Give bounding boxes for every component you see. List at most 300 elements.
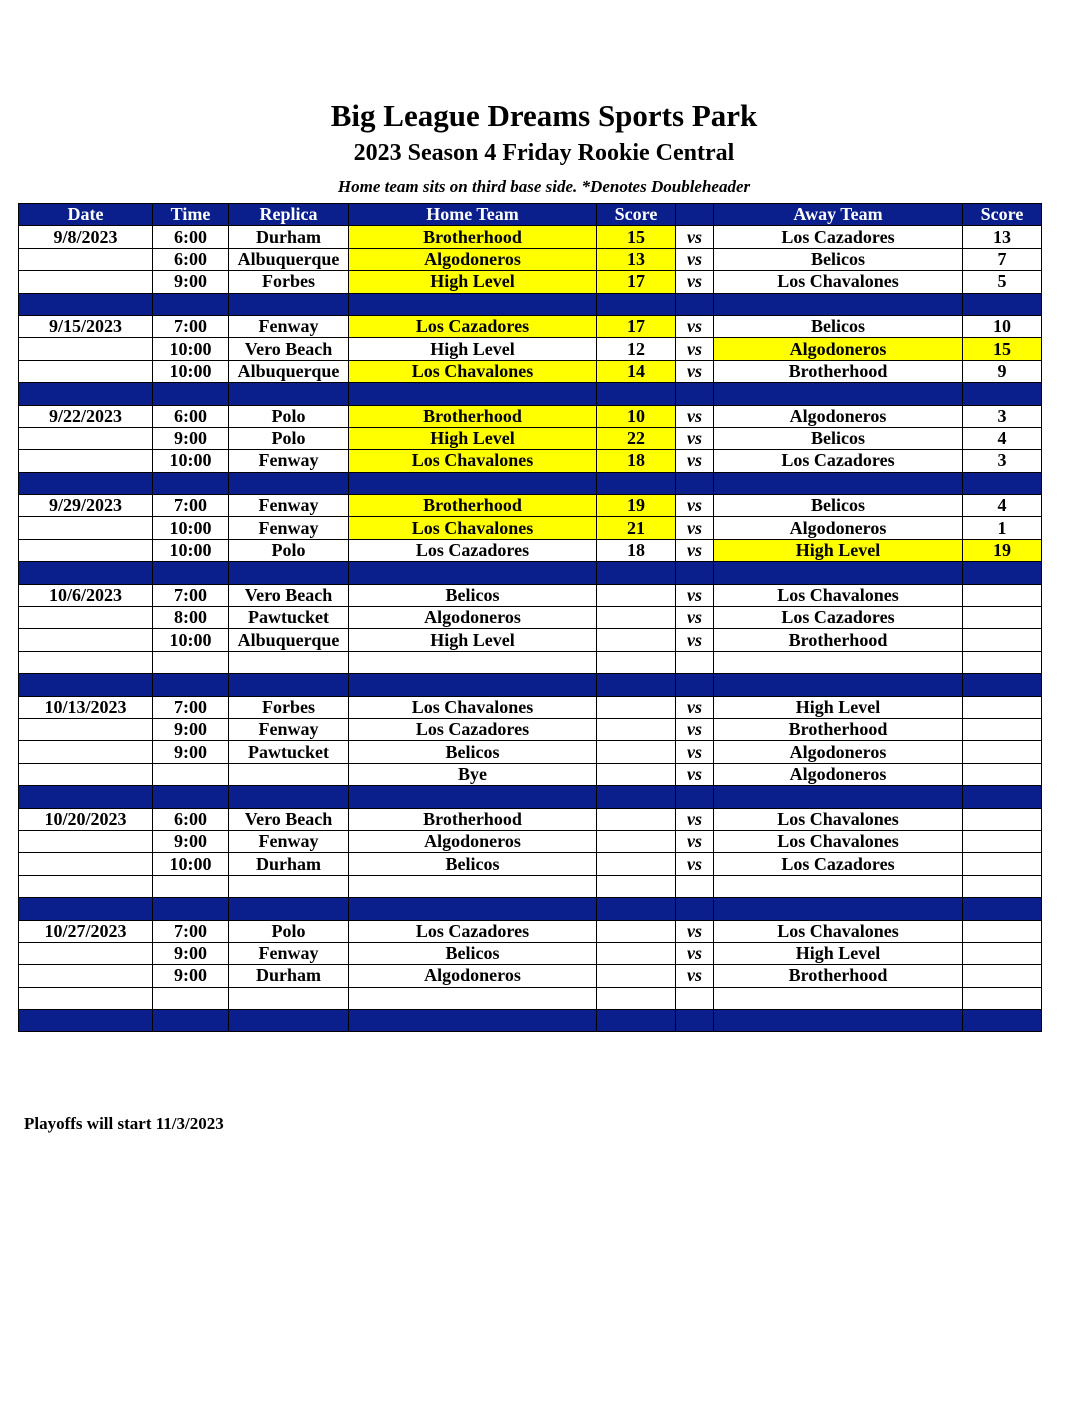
home-team: Los Cazadores	[349, 920, 597, 942]
home-score: 19	[597, 495, 676, 517]
separator-cell	[963, 472, 1042, 494]
week-separator-row	[19, 472, 1042, 494]
replica-field: Fenway	[229, 830, 349, 852]
vs-label: vs	[676, 539, 714, 561]
replica-field: Albuquerque	[229, 360, 349, 382]
game-time: 9:00	[153, 427, 229, 449]
separator-cell	[676, 383, 714, 405]
separator-cell	[19, 1010, 153, 1032]
blank-cell	[349, 651, 597, 673]
game-time: 8:00	[153, 607, 229, 629]
separator-cell	[597, 1010, 676, 1032]
separator-cell	[349, 898, 597, 920]
replica-field: Durham	[229, 853, 349, 875]
game-row	[19, 942, 1042, 964]
week-separator-row	[19, 293, 1042, 315]
home-team: Los Cazadores	[349, 718, 597, 740]
game-time: 6:00	[153, 808, 229, 830]
away-score	[963, 763, 1042, 785]
game-date	[19, 607, 153, 629]
game-time: 9:00	[153, 830, 229, 852]
away-score	[963, 741, 1042, 763]
away-team: Los Chavalones	[714, 808, 963, 830]
col-header-date: Date	[19, 204, 153, 226]
away-score: 3	[963, 405, 1042, 427]
game-date: 9/29/2023	[19, 495, 153, 517]
game-date: 10/6/2023	[19, 584, 153, 606]
vs-label: vs	[676, 763, 714, 785]
separator-cell	[597, 472, 676, 494]
away-team: Los Cazadores	[714, 450, 963, 472]
game-date	[19, 942, 153, 964]
away-team: Algodoneros	[714, 405, 963, 427]
home-team: High Level	[349, 271, 597, 293]
game-date: 10/27/2023	[19, 920, 153, 942]
game-time: 10:00	[153, 539, 229, 561]
separator-cell	[676, 472, 714, 494]
game-time: 10:00	[153, 853, 229, 875]
blank-row	[19, 651, 1042, 673]
blank-cell	[963, 987, 1042, 1009]
game-date	[19, 517, 153, 539]
home-team: Brotherhood	[349, 495, 597, 517]
away-team: Algodoneros	[714, 741, 963, 763]
col-header-time: Time	[153, 204, 229, 226]
home-team: Belicos	[349, 741, 597, 763]
home-team: High Level	[349, 629, 597, 651]
home-team: Los Cazadores	[349, 315, 597, 337]
separator-cell	[153, 1010, 229, 1032]
schedule-table	[18, 203, 1042, 1032]
blank-cell	[676, 875, 714, 897]
away-score	[963, 808, 1042, 830]
away-score	[963, 607, 1042, 629]
game-date	[19, 629, 153, 651]
game-date	[19, 427, 153, 449]
game-row	[19, 495, 1042, 517]
separator-cell	[676, 293, 714, 315]
game-time: 10:00	[153, 629, 229, 651]
separator-cell	[349, 1010, 597, 1032]
replica-field: Albuquerque	[229, 629, 349, 651]
separator-cell	[229, 674, 349, 696]
separator-cell	[349, 293, 597, 315]
col-header-away-score: Score	[963, 204, 1042, 226]
separator-cell	[349, 674, 597, 696]
home-score	[597, 718, 676, 740]
separator-cell	[597, 786, 676, 808]
home-score	[597, 584, 676, 606]
home-team: Los Chavalones	[349, 360, 597, 382]
schedule-note: Home team sits on third base side. *Denotes Doubleheader	[337, 177, 751, 196]
replica-field: Fenway	[229, 315, 349, 337]
schedule-body	[19, 226, 1042, 1032]
separator-cell	[714, 562, 963, 584]
away-team: Brotherhood	[714, 965, 963, 987]
col-header-away-team: Away Team	[714, 204, 963, 226]
away-team: Los Cazadores	[714, 607, 963, 629]
away-score: 3	[963, 450, 1042, 472]
separator-cell	[229, 562, 349, 584]
replica-field: Fenway	[229, 942, 349, 964]
home-score: 22	[597, 427, 676, 449]
separator-cell	[676, 562, 714, 584]
away-score: 5	[963, 271, 1042, 293]
separator-cell	[19, 472, 153, 494]
game-row	[19, 629, 1042, 651]
game-row	[19, 741, 1042, 763]
vs-label: vs	[676, 427, 714, 449]
vs-label: vs	[676, 607, 714, 629]
away-score	[963, 584, 1042, 606]
replica-field: Fenway	[229, 718, 349, 740]
home-team: Algodoneros	[349, 830, 597, 852]
away-score	[963, 965, 1042, 987]
home-score: 15	[597, 226, 676, 248]
game-date	[19, 450, 153, 472]
home-team: Brotherhood	[349, 405, 597, 427]
game-time: 7:00	[153, 696, 229, 718]
separator-cell	[676, 898, 714, 920]
away-team: Belicos	[714, 248, 963, 270]
game-row	[19, 607, 1042, 629]
separator-cell	[229, 293, 349, 315]
vs-label: vs	[676, 942, 714, 964]
separator-cell	[19, 898, 153, 920]
col-header-home-score: Score	[597, 204, 676, 226]
week-separator-row	[19, 562, 1042, 584]
separator-cell	[19, 293, 153, 315]
replica-field: Vero Beach	[229, 584, 349, 606]
blank-cell	[963, 651, 1042, 673]
vs-label: vs	[676, 315, 714, 337]
home-score	[597, 629, 676, 651]
home-score: 18	[597, 539, 676, 561]
separator-cell	[963, 674, 1042, 696]
away-team: Los Cazadores	[714, 226, 963, 248]
replica-field: Polo	[229, 539, 349, 561]
separator-cell	[714, 898, 963, 920]
separator-cell	[153, 383, 229, 405]
header-row	[19, 204, 1042, 226]
away-score	[963, 853, 1042, 875]
away-team: Los Cazadores	[714, 853, 963, 875]
game-time: 9:00	[153, 942, 229, 964]
away-score: 10	[963, 315, 1042, 337]
home-team: High Level	[349, 427, 597, 449]
separator-cell	[597, 674, 676, 696]
home-team: Belicos	[349, 853, 597, 875]
away-score: 4	[963, 495, 1042, 517]
game-row	[19, 584, 1042, 606]
home-team: Belicos	[349, 584, 597, 606]
home-score	[597, 853, 676, 875]
vs-label: vs	[676, 450, 714, 472]
week-separator-row	[19, 674, 1042, 696]
game-row	[19, 360, 1042, 382]
blank-cell	[153, 875, 229, 897]
replica-field: Polo	[229, 427, 349, 449]
home-score	[597, 763, 676, 785]
separator-cell	[714, 293, 963, 315]
home-team: Los Chavalones	[349, 450, 597, 472]
vs-label: vs	[676, 965, 714, 987]
week-separator-row	[19, 383, 1042, 405]
separator-cell	[597, 562, 676, 584]
vs-label: vs	[676, 271, 714, 293]
separator-cell	[229, 786, 349, 808]
replica-field: Albuquerque	[229, 248, 349, 270]
separator-cell	[19, 786, 153, 808]
vs-label: vs	[676, 405, 714, 427]
game-row	[19, 920, 1042, 942]
away-team: Los Chavalones	[714, 920, 963, 942]
separator-cell	[229, 383, 349, 405]
game-time: 9:00	[153, 741, 229, 763]
away-team: Los Chavalones	[714, 271, 963, 293]
separator-cell	[597, 383, 676, 405]
week-separator-row	[19, 898, 1042, 920]
blank-cell	[229, 651, 349, 673]
replica-field: Vero Beach	[229, 338, 349, 360]
separator-cell	[963, 898, 1042, 920]
vs-label: vs	[676, 718, 714, 740]
home-score: 10	[597, 405, 676, 427]
game-row	[19, 763, 1042, 785]
game-row	[19, 405, 1042, 427]
home-score	[597, 607, 676, 629]
separator-cell	[714, 674, 963, 696]
replica-field	[229, 763, 349, 785]
vs-label: vs	[676, 338, 714, 360]
blank-cell	[229, 875, 349, 897]
game-date	[19, 539, 153, 561]
separator-cell	[963, 1010, 1042, 1032]
away-score	[963, 830, 1042, 852]
game-time: 9:00	[153, 965, 229, 987]
separator-cell	[714, 472, 963, 494]
separator-cell	[714, 786, 963, 808]
away-score	[963, 718, 1042, 740]
away-team: Algodoneros	[714, 517, 963, 539]
vs-label: vs	[676, 920, 714, 942]
away-score	[963, 696, 1042, 718]
away-score	[963, 920, 1042, 942]
separator-cell	[19, 383, 153, 405]
game-row	[19, 830, 1042, 852]
game-time: 6:00	[153, 226, 229, 248]
replica-field: Forbes	[229, 696, 349, 718]
game-time: 9:00	[153, 718, 229, 740]
game-row	[19, 808, 1042, 830]
game-time: 10:00	[153, 360, 229, 382]
game-date: 9/8/2023	[19, 226, 153, 248]
vs-label: vs	[676, 741, 714, 763]
home-score	[597, 830, 676, 852]
blank-cell	[714, 987, 963, 1009]
home-team: Bye	[349, 763, 597, 785]
separator-cell	[963, 562, 1042, 584]
game-date: 10/13/2023	[19, 696, 153, 718]
home-team: Los Chavalones	[349, 517, 597, 539]
away-score: 4	[963, 427, 1042, 449]
replica-field: Forbes	[229, 271, 349, 293]
game-row	[19, 427, 1042, 449]
blank-cell	[19, 875, 153, 897]
game-time: 7:00	[153, 315, 229, 337]
home-score	[597, 696, 676, 718]
game-row	[19, 315, 1042, 337]
home-team: Belicos	[349, 942, 597, 964]
game-date	[19, 965, 153, 987]
away-score	[963, 629, 1042, 651]
home-score: 17	[597, 271, 676, 293]
vs-label: vs	[676, 584, 714, 606]
away-score: 13	[963, 226, 1042, 248]
blank-cell	[963, 875, 1042, 897]
game-date	[19, 248, 153, 270]
game-date	[19, 271, 153, 293]
col-header-home-team: Home Team	[349, 204, 597, 226]
col-header-replica: Replica	[229, 204, 349, 226]
game-time: 7:00	[153, 495, 229, 517]
game-date: 9/22/2023	[19, 405, 153, 427]
separator-cell	[229, 898, 349, 920]
blank-cell	[676, 987, 714, 1009]
game-time: 10:00	[153, 338, 229, 360]
blank-row	[19, 987, 1042, 1009]
blank-cell	[597, 651, 676, 673]
away-team: Los Chavalones	[714, 830, 963, 852]
home-score	[597, 942, 676, 964]
away-team: Belicos	[714, 427, 963, 449]
away-score: 7	[963, 248, 1042, 270]
away-score	[963, 942, 1042, 964]
game-row	[19, 853, 1042, 875]
game-row	[19, 718, 1042, 740]
vs-label: vs	[676, 248, 714, 270]
home-team: High Level	[349, 338, 597, 360]
replica-field: Polo	[229, 920, 349, 942]
away-team: High Level	[714, 942, 963, 964]
home-score: 12	[597, 338, 676, 360]
separator-cell	[597, 293, 676, 315]
separator-cell	[714, 383, 963, 405]
replica-field: Fenway	[229, 495, 349, 517]
game-row	[19, 539, 1042, 561]
separator-cell	[19, 562, 153, 584]
separator-cell	[153, 472, 229, 494]
replica-field: Vero Beach	[229, 808, 349, 830]
separator-cell	[597, 898, 676, 920]
away-team: Belicos	[714, 495, 963, 517]
away-score: 19	[963, 539, 1042, 561]
blank-cell	[349, 987, 597, 1009]
game-time: 7:00	[153, 920, 229, 942]
game-time: 10:00	[153, 517, 229, 539]
separator-cell	[676, 786, 714, 808]
blank-cell	[19, 987, 153, 1009]
separator-cell	[229, 472, 349, 494]
replica-field: Pawtucket	[229, 607, 349, 629]
replica-field: Fenway	[229, 450, 349, 472]
playoffs-note: Playoffs will start 11/3/2023	[24, 1114, 224, 1133]
away-team: Brotherhood	[714, 629, 963, 651]
blank-cell	[676, 651, 714, 673]
home-team: Algodoneros	[349, 965, 597, 987]
home-team: Los Cazadores	[349, 539, 597, 561]
separator-cell	[229, 1010, 349, 1032]
separator-cell	[963, 383, 1042, 405]
home-team: Brotherhood	[349, 808, 597, 830]
vs-label: vs	[676, 696, 714, 718]
game-date	[19, 853, 153, 875]
game-row	[19, 226, 1042, 248]
replica-field: Durham	[229, 226, 349, 248]
away-team: Los Chavalones	[714, 584, 963, 606]
separator-cell	[349, 562, 597, 584]
game-time: 9:00	[153, 271, 229, 293]
away-team: Brotherhood	[714, 360, 963, 382]
home-score: 18	[597, 450, 676, 472]
separator-cell	[153, 786, 229, 808]
game-date	[19, 338, 153, 360]
home-score	[597, 808, 676, 830]
vs-label: vs	[676, 629, 714, 651]
home-team: Los Chavalones	[349, 696, 597, 718]
separator-cell	[349, 786, 597, 808]
week-separator-row	[19, 786, 1042, 808]
game-date	[19, 763, 153, 785]
week-separator-row	[19, 1010, 1042, 1032]
blank-cell	[714, 651, 963, 673]
game-date: 10/20/2023	[19, 808, 153, 830]
separator-cell	[349, 383, 597, 405]
game-row	[19, 338, 1042, 360]
page-title: Big League Dreams Sports Park	[330, 98, 758, 133]
home-score	[597, 920, 676, 942]
game-time: 6:00	[153, 405, 229, 427]
replica-field: Durham	[229, 965, 349, 987]
blank-row	[19, 875, 1042, 897]
away-score: 1	[963, 517, 1042, 539]
home-score: 14	[597, 360, 676, 382]
blank-cell	[597, 987, 676, 1009]
separator-cell	[963, 293, 1042, 315]
game-row	[19, 517, 1042, 539]
separator-cell	[19, 674, 153, 696]
home-team: Brotherhood	[349, 226, 597, 248]
vs-label: vs	[676, 808, 714, 830]
away-score: 9	[963, 360, 1042, 382]
home-team: Algodoneros	[349, 248, 597, 270]
vs-label: vs	[676, 360, 714, 382]
game-time: 7:00	[153, 584, 229, 606]
game-row	[19, 696, 1042, 718]
game-date	[19, 360, 153, 382]
home-team: Algodoneros	[349, 607, 597, 629]
replica-field: Fenway	[229, 517, 349, 539]
game-date: 9/15/2023	[19, 315, 153, 337]
replica-field: Pawtucket	[229, 741, 349, 763]
game-date	[19, 830, 153, 852]
vs-label: vs	[676, 853, 714, 875]
blank-cell	[153, 651, 229, 673]
separator-cell	[153, 562, 229, 584]
separator-cell	[963, 786, 1042, 808]
separator-cell	[153, 674, 229, 696]
col-header-vs	[676, 204, 714, 226]
